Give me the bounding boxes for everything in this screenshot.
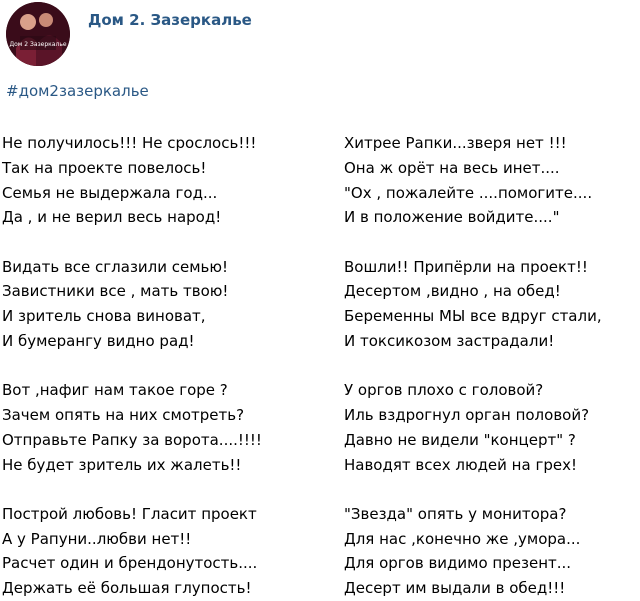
- poem-line: Не будет зритель их жалеть!!: [2, 455, 242, 474]
- stanza: [2, 131, 262, 230]
- poem-line: Хитрее Рапки...зверя нет !!!: [344, 134, 567, 152]
- post-header: [6, 0, 626, 72]
- poem-line: Расчет один и брендонутость....: [2, 554, 258, 573]
- poem-line: А у Рапуни..любви нет!!: [2, 529, 192, 548]
- poem-line: "Ох , пожалейте ....помогите....: [344, 183, 593, 202]
- poem-line: У оргов плохо с головой?: [344, 381, 544, 400]
- poem-line: Да , и не верил весь народ!: [2, 208, 222, 227]
- poem-line: Держать её большая глупость!: [2, 579, 252, 598]
- hashtag-link[interactable]: #дом2зазеркалье: [6, 82, 149, 100]
- poem-line: Давно не видели "концерт" ?: [344, 430, 576, 449]
- avatar-image: [6, 2, 70, 66]
- group-name-link[interactable]: Дом 2. Зазеркалье: [88, 11, 252, 29]
- stanza: [344, 378, 602, 477]
- poem-line: Десертом ,видно , на обед!: [344, 282, 561, 301]
- poem-right-column: [344, 131, 602, 601]
- poem-line: "Звезда" опять у монитора?: [344, 504, 567, 523]
- stanza: [344, 255, 602, 354]
- poem-line: И зритель снова виноват,: [2, 307, 206, 326]
- stanza: [344, 502, 602, 601]
- stanza: [2, 502, 262, 601]
- poem-line: Десерт им выдали в обед!!!: [344, 579, 566, 598]
- poem-line: Видать все сглазили семью!: [2, 257, 229, 276]
- poem-line: Для оргов видимо презент...: [344, 554, 572, 573]
- poem-line: Семья не выдержала год...: [2, 183, 218, 202]
- poem-line: И бумерангу видно рад!: [2, 331, 195, 350]
- stanza: [344, 131, 602, 230]
- poem-line: Наводят всех людей на грех!: [344, 455, 577, 474]
- poem-line: Беременны МЫ все вдруг стали,: [344, 307, 602, 326]
- stanza: [2, 378, 262, 477]
- poem-line: И токсикозом застрадали!: [344, 331, 555, 350]
- poem-line: Построй любовь! Гласит проект: [2, 504, 257, 523]
- poem-line: Она ж орёт на весь инет....: [344, 158, 560, 177]
- group-avatar[interactable]: [6, 2, 70, 66]
- poem-line: Так на проекте повелось!: [2, 158, 207, 177]
- poem-line: Завистники все , мать твою!: [2, 282, 229, 301]
- poem-line: Иль вздрогнул орган половой?: [344, 405, 590, 424]
- avatar-caption: Дом 2 Зазеркалье: [9, 41, 67, 48]
- poem-line: Зачем опять на них смотреть?: [2, 405, 245, 424]
- poem-line: И в положение войдите....": [344, 208, 560, 227]
- poem-left-column: [2, 131, 262, 601]
- poem-line: Вошли!! Припёрли на проект!!: [344, 257, 588, 276]
- poem-line: Отправьте Рапку за ворота....!!!!: [2, 430, 262, 449]
- stanza: [2, 255, 262, 354]
- poem-line: Для нас ,конечно же ,умора...: [344, 529, 581, 548]
- poem-line: Вот ,нафиг нам такое горе ?: [2, 381, 228, 400]
- poem-line: Не получилось!!! Не срослось!!!: [2, 134, 257, 152]
